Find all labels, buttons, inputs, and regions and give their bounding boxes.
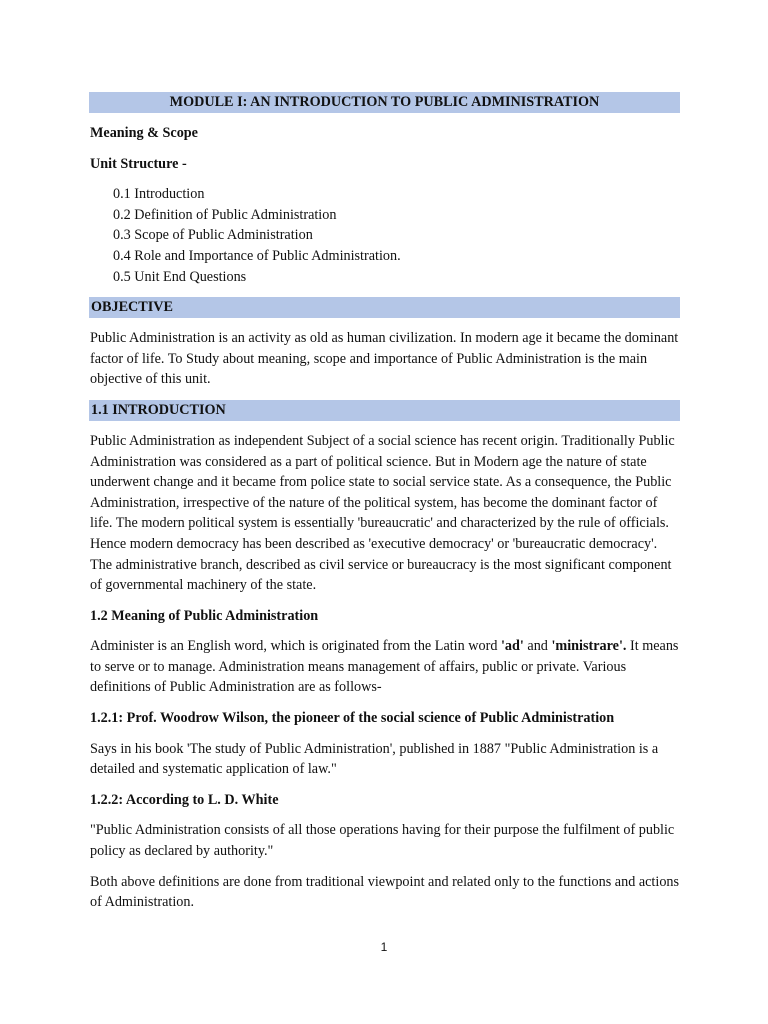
meaning-text-1: Administer is an English word, which is originated from the Latin word — [90, 638, 501, 655]
white-heading: 1.2.2: According to L. D. White — [90, 791, 279, 808]
introduction-paragraph: Public Administration as independent Subject of a social science has recent origin. Traditionally Public Administration was considered as a part of political science. But in Modern age the nature of state underwent change and it became from police state to social service state. As a consequence, the Public Administration, irrespective of the nature of the political system, has become the dominant factor of life. The modern political system is essentially 'bureaucratic' and characterized by the rule of officials. Hence modern democracy has been described as 'executive democracy' or 'bureaucratic democracy'. The administrative branch, described as civil service or bureaucracy is the most significant component of governmental machinery of the state. — [90, 432, 675, 594]
page-content — [89, 92, 680, 923]
toc-item: 0.1 Introduction — [113, 186, 205, 203]
unit-structure-heading: Unit Structure - — [90, 155, 187, 172]
wilson-paragraph: Says in his book 'The study of Public Administration', published in 1887 "Public Administration is a detailed and systematic application of law." — [90, 740, 659, 778]
toc-item: 0.4 Role and Importance of Public Administration. — [113, 247, 401, 264]
closing-paragraph: Both above definitions are done from traditional viewpoint and related only to the functions and actions of Administration. — [90, 873, 680, 911]
latin-word-ministrare: 'ministrare'. — [551, 638, 627, 655]
toc-item: 0.3 Scope of Public Administration — [113, 227, 313, 244]
introduction-heading: 1.1 INTRODUCTION — [89, 400, 680, 421]
wilson-heading: 1.2.1: Prof. Woodrow Wilson, the pioneer of the social science of Public Administration — [90, 710, 615, 727]
meaning-scope-heading: Meaning & Scope — [90, 125, 198, 141]
meaning-heading: 1.2 Meaning of Public Administration — [90, 607, 319, 624]
objective-paragraph: Public Administration is an activity as old as human civilization. In modern age it became the dominant factor of life. To Study about meaning, scope and importance of Public Administration is the main objective of this unit. — [90, 330, 679, 388]
white-paragraph: "Public Administration consists of all those operations having for their purpose the fulfilment of public policy as declared by authority." — [90, 822, 675, 860]
meaning-text-3: It means to serve or to manage. Administration means management of affairs, public or private. Various definitions of Public Administration are as follows- — [90, 638, 679, 696]
meaning-text-2: and — [523, 638, 552, 655]
unit-structure-list — [113, 184, 680, 287]
toc-item: 0.2 Definition of Public Administration — [113, 206, 337, 223]
toc-item: 0.5 Unit End Questions — [113, 268, 247, 285]
page-number: 1 — [380, 940, 388, 954]
meaning-paragraph — [90, 636, 680, 698]
module-title: MODULE I: AN INTRODUCTION TO PUBLIC ADMINISTRATION — [89, 92, 680, 113]
latin-word-ad: 'ad' — [500, 638, 524, 655]
objective-heading: OBJECTIVE — [89, 297, 680, 318]
